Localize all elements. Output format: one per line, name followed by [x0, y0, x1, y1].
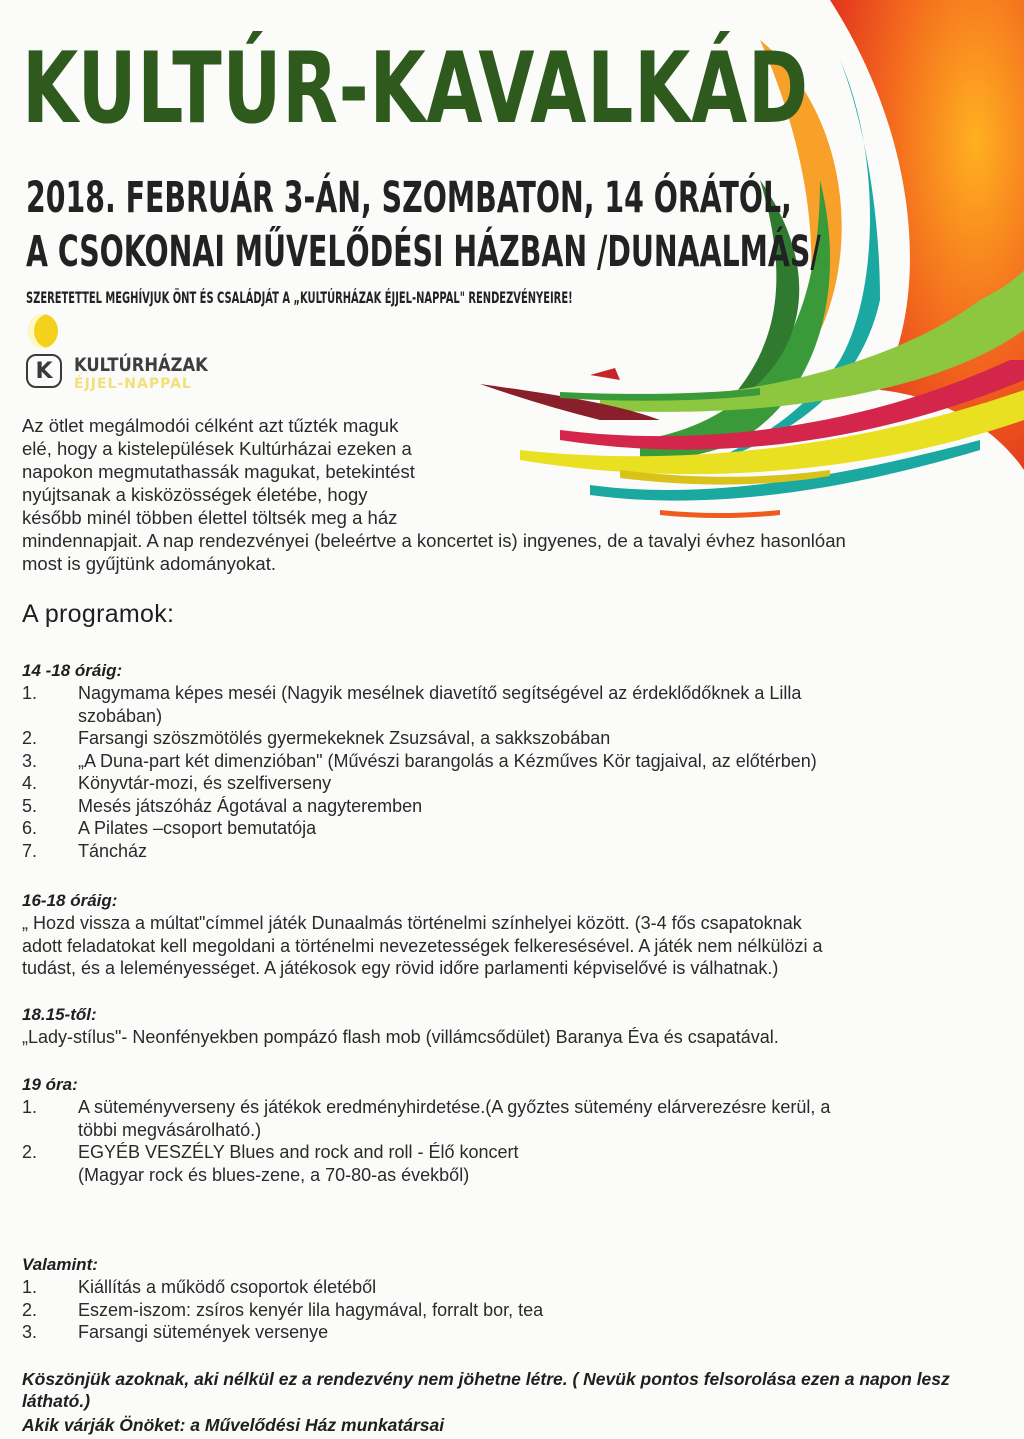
section-text: tudást, és a leleményességet. A játékosok egy rövid időre parlamenti képviselővé is válhatnak.) — [22, 958, 779, 978]
item-text: Könyvtár-mozi, és szelfiverseny — [78, 773, 332, 793]
intro-line: később minél többen élettel töltsék meg a ház — [22, 507, 398, 528]
item-text: EGYÉB VESZÉLY Blues and rock and roll - Élő koncert — [78, 1142, 519, 1162]
section-text: „ Hozd vissza a múltat"címmel játék Dunaalmás történelmi színhelyei között. (3-4 fős csapatoknak — [22, 913, 802, 933]
section-text: „Lady-stílus"- Neonfényekben pompázó flash mob (villámcsődület) Baranya Éva és csapatával. — [22, 1027, 779, 1047]
list-item — [22, 817, 972, 840]
item-number: 4. — [22, 773, 38, 793]
section-heading: Valamint: — [22, 1255, 98, 1274]
list-item — [22, 1276, 972, 1299]
thanks-note: Köszönjük azoknak, aki nélkül ez a rendezvény nem jöhetne létre. ( Nevük pontos felsorolása ezen a napon lesz látható.) — [22, 1369, 950, 1411]
event-venue-line: A CSOKONAI MŰVELŐDÉSI HÁZBAN /DUNAALMÁS/ — [26, 227, 821, 277]
list-item — [22, 727, 972, 750]
section-text: adott feladatokat kell megoldani a történelmi nevezetességek felkeresésével. A játék nem nélkülözi a — [22, 935, 823, 956]
intro-line: most is gyűjtünk adományokat. — [22, 553, 276, 574]
list-item — [22, 1096, 972, 1141]
intro-paragraph — [22, 414, 982, 575]
list-item — [22, 795, 972, 818]
item-number: 3. — [22, 750, 38, 771]
program-list — [22, 682, 972, 862]
item-text: Eszem-iszom: zsíros kenyér lila hagymával, forralt bor, tea — [78, 1299, 544, 1320]
moon-icon — [28, 314, 58, 348]
item-number: 6. — [22, 818, 38, 838]
item-text: Táncház — [78, 840, 148, 861]
list-item — [22, 682, 972, 727]
item-text: Farsangi sütemények versenye — [78, 1322, 329, 1342]
intro-line: napokon megmutathassák magukat, betekintést — [22, 461, 415, 482]
additional-section — [22, 1254, 972, 1344]
program-list — [22, 1096, 972, 1186]
item-number: 1. — [22, 683, 38, 703]
poster-title: KULTÚR-KAVALKÁD — [22, 32, 809, 146]
item-number: 2. — [22, 1299, 38, 1320]
logo-name: KULTÚRHÁZAK — [74, 354, 208, 376]
section-heading: 14 -18 óráig: — [22, 661, 123, 680]
signoff-line: Akik várják Önöket: a Művelődési Ház munkatársai — [22, 1415, 445, 1435]
logo-subtitle: ÉJJEL-NAPPAL — [74, 376, 192, 392]
invitation-line: SZERETETTEL MEGHÍVJUK ÖNT ÉS CSALÁDJÁT A „KULTÚRHÁZAK ÉJJEL-NAPPAL" RENDEZVÉNYEIRE! — [26, 288, 573, 307]
list-item — [22, 750, 972, 773]
item-number: 2. — [22, 728, 38, 748]
intro-line: nyújtsanak a kisközösségek életébe, hogy — [22, 484, 368, 505]
item-number: 1. — [22, 1097, 38, 1117]
intro-line: Az ötlet megálmodói célként azt tűzték maguk — [22, 415, 399, 436]
section-heading: 18.15-től: — [22, 1005, 97, 1024]
program-section-18-15 — [22, 1004, 972, 1049]
item-text: Nagymama képes meséi (Nagyik mesélnek diavetítő segítségével az érdeklődőknek a Lilla — [78, 683, 802, 703]
item-number: 2. — [22, 1142, 38, 1162]
item-text: A süteményverseny és játékok eredményhirdetése.(A győztes sütemény elárverezésre kerül, a — [78, 1097, 831, 1117]
item-text: többi megvásárolható.) — [78, 1119, 262, 1140]
list-item — [22, 840, 972, 863]
item-text: Farsangi szöszmötölés gyermekeknek Zsuzsával, a sakkszobában — [78, 728, 611, 748]
item-text: „A Duna-part két dimenzióban" (Művészi barangolás a Kézműves Kör tagjaival, az előtérben) — [78, 750, 817, 771]
list-item — [22, 1321, 972, 1344]
item-text: szobában) — [78, 705, 163, 726]
intro-line: mindennapjait. A nap rendezvényei (beleértve a koncertet is) ingyenes, de a tavalyi évhez hasonlóan — [22, 530, 846, 551]
item-text: A Pilates –csoport bemutatója — [78, 818, 317, 838]
item-number: 3. — [22, 1322, 38, 1342]
list-item — [22, 772, 972, 795]
kulturhazak-logo — [26, 314, 246, 394]
event-date-line: 2018. FEBRUÁR 3-ÁN, SZOMBATON, 14 ÓRÁTÓL, — [26, 173, 792, 223]
programs-heading: A programok: — [22, 600, 175, 628]
program-section-14-18 — [22, 660, 972, 862]
item-text: Mesés játszóház Ágotával a nagyteremben — [78, 795, 423, 816]
section-heading: 16-18 óráig: — [22, 891, 118, 910]
item-text: Kiállítás a működő csoportok életéből — [78, 1277, 377, 1297]
additional-list — [22, 1276, 972, 1344]
item-text: (Magyar rock és blues-zene, a 70-80-as évekből) — [78, 1164, 470, 1185]
program-section-19 — [22, 1074, 972, 1186]
item-number: 1. — [22, 1277, 38, 1297]
item-number: 5. — [22, 795, 38, 816]
logo-k-icon: K — [26, 354, 62, 388]
intro-line: elé, hogy a kistelepülések Kultúrházai ezeken a — [22, 438, 412, 459]
item-number: 7. — [22, 840, 38, 861]
section-heading: 19 óra: — [22, 1075, 78, 1094]
list-item — [22, 1299, 972, 1322]
program-section-16-18 — [22, 890, 972, 980]
list-item — [22, 1141, 972, 1186]
